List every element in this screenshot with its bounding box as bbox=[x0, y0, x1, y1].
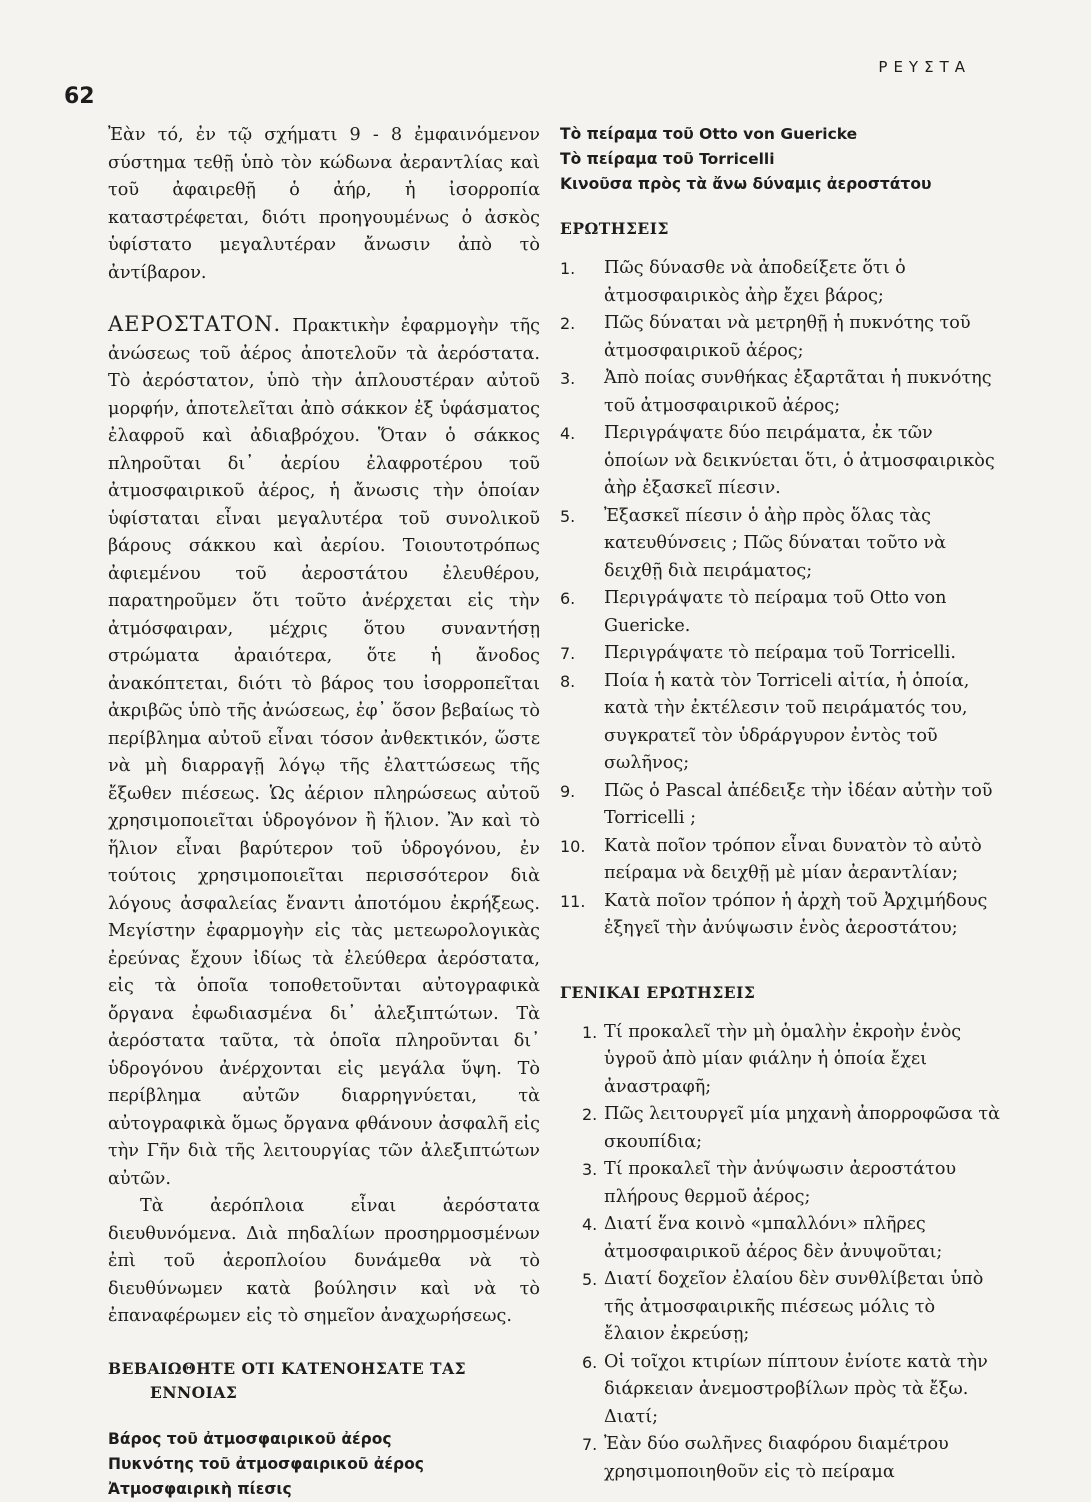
question-number: 3. bbox=[560, 369, 576, 388]
question-text: Πῶς δύναται νὰ μετρηθῇ ἡ πυκνότης τοῦ ἀτμοσφαιρικοῦ ἀέρος; bbox=[604, 313, 971, 361]
left-column bbox=[108, 122, 540, 1502]
question-text: Πῶς λειτουργεῖ μία μηχανὴ ἀπορροφῶσα τὰ σκουπίδια; bbox=[604, 1104, 1001, 1152]
question-text: Περιγράψατε τὸ πείραμα τοῦ Otto von Guericke. bbox=[604, 588, 947, 636]
question-item bbox=[560, 365, 1000, 420]
question-item bbox=[560, 420, 1000, 503]
question-text: Ἀπὸ ποίας συνθήκας ἐξαρτᾶται ἡ πυκνότης τοῦ ἀτμοσφαιρικοῦ ἀέρος; bbox=[604, 368, 992, 416]
question-text: Διατί ἕνα κοινὸ «μπαλλόνι» πλῆρες ἀτμοσφαιρικοῦ ἀέρος δὲν ἀνυψοῦται; bbox=[604, 1214, 943, 1262]
question-number: 4. bbox=[560, 424, 576, 443]
question-item bbox=[560, 310, 1000, 365]
general-question-item bbox=[560, 1349, 1000, 1432]
question-text: Οἱ τοῖχοι κτιρίων πίπτουν ἐνίοτε κατὰ τὴν διάρκειαν ἀνεμοστροβίλων πρὸς τὰ ἔξω. Διατί; bbox=[604, 1351, 988, 1427]
question-item bbox=[560, 668, 1000, 778]
airships-paragraph: Τὰ ἀερόπλοια εἶναι ἀερόστατα διευθυνόμενα. Διὰ πηδαλίων προσηρμοσμένων ἐπὶ τοῦ ἀεροπλοίου δυνάμεθα νὰ τὸ διευθύνωμεν κατὰ βούλησιν καὶ νὰ τὸ ἐπαναφέρωμεν εἰς τὸ σημεῖον ἀναχωρήσεως. bbox=[108, 1196, 540, 1326]
question-text: Πῶς δύνασθε νὰ ἀποδείξετε ὅτι ὁ ἀτμοσφαιρικὸς ἀὴρ ἔχει βάρος; bbox=[604, 258, 906, 306]
right-column bbox=[560, 122, 1000, 1486]
question-item bbox=[560, 255, 1000, 310]
question-number: 2. bbox=[560, 314, 576, 333]
question-item bbox=[560, 888, 1000, 943]
review-heading-line2: ΕΝΝΟΙΑΣ bbox=[150, 1382, 238, 1402]
concept-list-continued bbox=[560, 122, 1000, 197]
question-text: Τί προκαλεῖ τὴν μὴ ὁμαλὴν ἐκροὴν ἑνὸς ὑγροῦ ἀπὸ μίαν φιάλην ἡ ὁποία ἔχει ἀναστραφῆ; bbox=[604, 1021, 962, 1097]
question-text: Περιγράψατε δύο πειράματα, ἐκ τῶν ὁποίων νὰ δεικνύεται ὅτι, ὁ ἀτμοσφαιρικὸς ἀὴρ ἐξασκεῖ πίεσιν. bbox=[604, 423, 995, 498]
question-number: 5. bbox=[582, 1270, 598, 1289]
question-text: Διατί δοχεῖον ἐλαίου δὲν συνθλίβεται ὑπὸ τῆς ἀτμοσφαιρικῆς πιέσεως μόλις τὸ ἔλαιον ἐκρεύσῃ; bbox=[604, 1269, 984, 1344]
question-number: 3. bbox=[582, 1160, 598, 1179]
question-number: 1. bbox=[560, 259, 576, 278]
concept-item: Πυκνότης τοῦ ἀτμοσφαιρικοῦ ἀέρος bbox=[108, 1454, 424, 1473]
general-question-item bbox=[560, 1101, 1000, 1156]
question-number: 11. bbox=[560, 891, 586, 911]
general-question-item bbox=[560, 1156, 1000, 1211]
running-title: ΡΕΥΣΤΑ bbox=[878, 58, 971, 76]
question-number: 5. bbox=[560, 506, 576, 526]
concept-item: Βάρος τοῦ ἀτμοσφαιρικοῦ ἀέρος bbox=[108, 1429, 392, 1448]
concept-item: Κινοῦσα πρὸς τὰ ἄνω δύναμις ἀεροστάτου bbox=[560, 175, 932, 193]
general-questions-heading: ΓΕΝΙΚΑΙ ΕΡΩΤΗΣΕΙΣ bbox=[560, 982, 756, 1002]
general-question-item bbox=[560, 1431, 1000, 1486]
question-number: 9. bbox=[560, 781, 576, 801]
intro-paragraph: Ἐὰν τό, ἐν τῷ σχήματι 9 - 8 ἐμφαινόμενον σύστημα τεθῇ ὑπὸ τὸν κώδωνα ἀεραντλίας καὶ τοῦ ἀφαιρεθῇ ὁ ἀήρ, ἡ ἰσορροπία καταστρέφεται, διότι προηγουμένως ὁ ἀσκὸς ὑφίστατο μεγαλυτέραν ἄνωσιν ἀπὸ τὸ ἀντίβαρον. bbox=[108, 125, 540, 283]
general-question-item bbox=[560, 1266, 1000, 1349]
question-text: Τί προκαλεῖ τὴν ἀνύψωσιν ἀεροστάτου πλήρους θερμοῦ ἀέρος; bbox=[604, 1159, 957, 1207]
questions-list bbox=[560, 255, 1000, 943]
question-text: Πῶς ὁ Pascal ἀπέδειξε τὴν ἰδέαν αὐτὴν τοῦ Torricelli ; bbox=[604, 780, 993, 828]
aerostat-paragraph bbox=[108, 311, 540, 1193]
review-heading bbox=[108, 1357, 540, 1405]
question-text: Ποία ἡ κατὰ τὸν Torriceli αἰτία, ἡ ὁποία, κατὰ τὴν ἐκτέλεσιν τοῦ πειράματός του, συγκρατεῖ τὸν ὑδράργυρον ἐντὸς τοῦ σωλῆνος; bbox=[604, 670, 970, 773]
question-item bbox=[560, 640, 1000, 668]
question-text: Κατὰ ποῖον τρόπον εἶναι δυνατὸν τὸ αὐτὸ πείραμα νὰ δειχθῇ μὲ μίαν ἀεραντλίαν; bbox=[604, 835, 982, 883]
question-number: 6. bbox=[582, 1352, 598, 1372]
page-number: 62 bbox=[64, 84, 95, 109]
questions-heading: ΕΡΩΤΗΣΕΙΣ bbox=[560, 219, 669, 238]
concept-list bbox=[108, 1427, 540, 1502]
aerostat-text: Πρακτικὴν ἐφαρμογὴν τῆς ἀνώσεως τοῦ ἀέρος ἀποτελοῦν τὰ ἀερόστατα. Τὸ ἀερόστατον, ὑπὸ τὴν ἁπλουστέραν αὐτοῦ μορφήν, ἀποτελεῖται ἀπὸ σάκκον ἐξ ὑφάσματος ἐλαφροῦ καὶ ἀδιαβρόχου. Ὅταν ὁ σάκκος πληροῦται δι᾽ ἀερίου ἐλαφροτέρου τοῦ ἀτμοσφαιρικοῦ ἀέρος, ἡ ἄνωσις τὴν ὁποίαν ὑφίσταται εἶναι μεγαλυτέρα τοῦ συνολικοῦ βάρους σάκκου καὶ ἀερίου. Τοιουτοτρόπως ἀφιεμένου τοῦ ἀεροστάτου ἐλευθέρου, παρατηροῦμεν ὅτι τοῦτο ἀνέρχεται εἰς τὴν ἀτμόσφαιραν, μέχρις ὅτου συναντήσῃ στρώματα ἀραιότερα, ὅτε ἡ ἄνοδος ἀνακόπτεται, διότι τὸ βάρος του ἰσορροπεῖται ἀκριβῶς ὑπὸ τῆς ἀνώσεως, ἐφ᾽ ὅσον βεβαίως τὸ περίβλημα αὐτοῦ εἶναι τόσον ἀνθεκτικόν, ὥστε νὰ μὴ διαρραγῇ λόγῳ τῆς ἐλαττώσεως τῆς ἔξωθεν πιέσεως. Ὡς ἀέριον πληρώσεως αὐτοῦ χρησιμοποιεῖται ὑδρογόνον ἢ ἥλιον. Ἂν καὶ τὸ ἥλιον εἶναι βαρύτερον τοῦ ὑδρογόνου, ἐν τούτοις χρησιμοποιεῖται περισσότερον διὰ λόγους ἀσφαλείας ἔναντι ἀποτόμου ἐκρήξεως. Μεγίστην ἐφαρμογὴν εἰς τὰς μετεωρολογικὰς ἐρεύνας ἔχουν ἰδίως τὰ ἐλεύθερα ἀερόστατα, εἰς τὰ ὁποῖα τοποθετοῦνται αὐτογραφικὰ ὄργανα ἐφωδιασμένα δι᾽ ἀλεξιπτώτων. Τὰ ἀερόστατα ταῦτα, τὰ ὁποῖα πληροῦνται δι᾽ ὑδρογόνου ἀνέρχονται εἰς μεγάλα ὕψη. Τὸ περίβλημα αὐτῶν διαρρηγνύεται, τὰ αὐτογραφικὰ ὅμως ὄργανα φθάνουν ἀσφαλῆ εἰς τὴν Γῆν διὰ τῆς λειτουργίας τῶν ἀλεξιπτώτων αὐτῶν. bbox=[108, 316, 540, 1189]
question-item bbox=[560, 778, 1000, 833]
question-text: Ἐξασκεῖ πίεσιν ὁ ἀὴρ πρὸς ὅλας τὰς κατευθύνσεις ; Πῶς δύναται τοῦτο νὰ δειχθῇ διὰ πειράματος; bbox=[604, 505, 947, 581]
general-question-item bbox=[560, 1019, 1000, 1102]
question-number: 4. bbox=[582, 1215, 598, 1234]
general-question-item bbox=[560, 1211, 1000, 1266]
review-heading-line1: ΒΕΒΑΙΩΘΗΤΕ ΟΤΙ ΚΑΤΕΝΟΗΣΑΤΕ ΤΑΣ bbox=[108, 1358, 467, 1378]
question-number: 6. bbox=[560, 589, 576, 608]
question-number: 8. bbox=[560, 671, 576, 691]
general-questions-list bbox=[560, 1019, 1000, 1487]
question-number: 2. bbox=[582, 1105, 598, 1124]
question-number: 10. bbox=[560, 836, 586, 856]
question-number: 1. bbox=[582, 1022, 598, 1042]
question-item bbox=[560, 585, 1000, 640]
concept-item: Τὸ πείραμα τοῦ Torricelli bbox=[560, 150, 775, 168]
question-number: 7. bbox=[560, 644, 576, 663]
question-text: Περιγράψατε τὸ πείραμα τοῦ Torricelli. bbox=[604, 643, 956, 663]
concept-item: Τὸ πείραμα τοῦ Otto von Guericke bbox=[560, 125, 858, 143]
question-number: 7. bbox=[582, 1435, 598, 1454]
aerostat-lead: ΑΕΡΟΣΤΑΤΟΝ. bbox=[108, 312, 282, 336]
question-item bbox=[560, 503, 1000, 586]
question-item bbox=[560, 833, 1000, 888]
question-text: Κατὰ ποῖον τρόπον ἡ ἀρχὴ τοῦ Ἀρχιμήδους ἐξηγεῖ τὴν ἀνύψωσιν ἑνὸς ἀεροστάτου; bbox=[604, 890, 988, 938]
question-text: Ἐὰν δύο σωλῆνες διαφόρου διαμέτρου χρησιμοποιηθοῦν εἰς τὸ πείραμα bbox=[604, 1434, 949, 1482]
concept-item: Ἀτμοσφαιρικὴ πίεσις bbox=[108, 1479, 292, 1498]
